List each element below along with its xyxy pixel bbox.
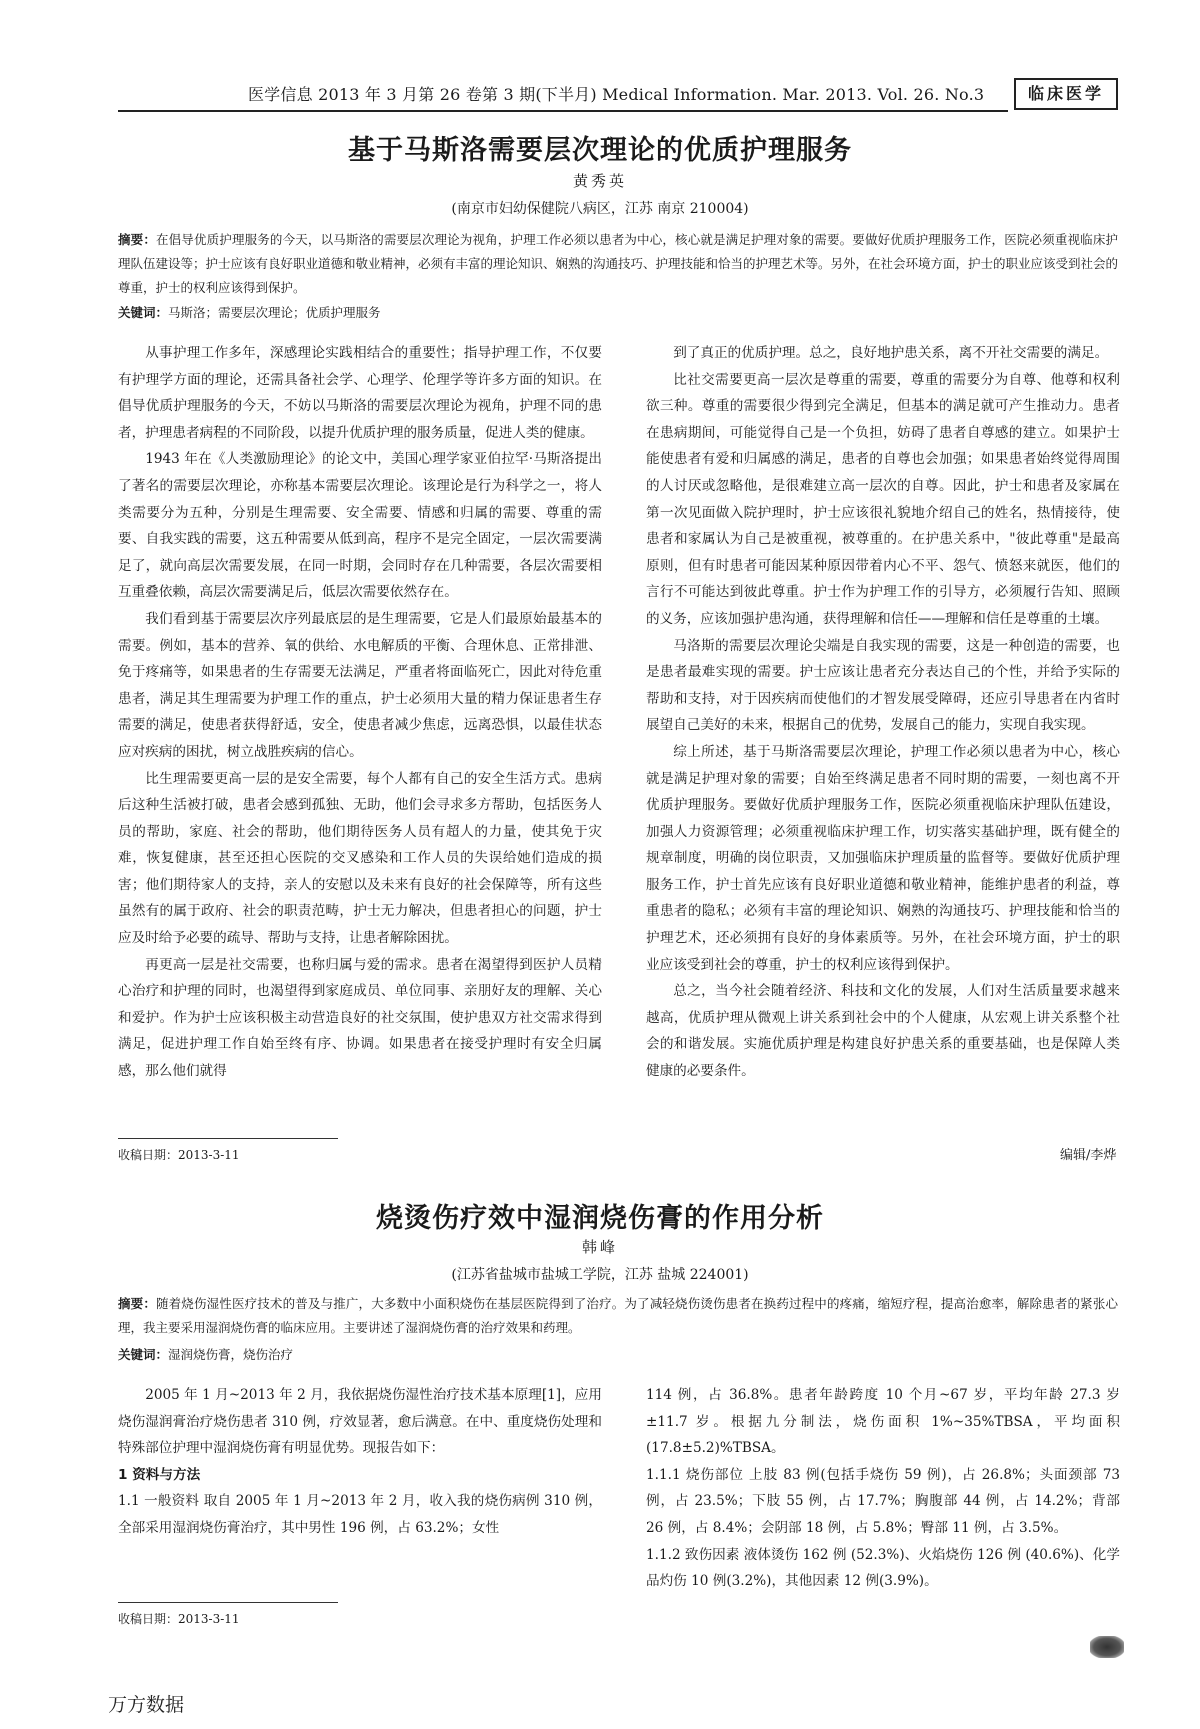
body-paragraph: 我们看到基于需要层次序列最底层的是生理需要，它是人们最原始最基本的需要。例如，基本的营养、氧的供给、水电解质的平衡、合理休息、正常排泄、免于疼痛等，如果患者的生存需要无法满足，严重者将面临死亡，因此对待危重患者，满足其生理需要为护理工作的重点，护士必须用大量的精力保证患者生存需要的满足，使患者获得舒适，安全，使患者减少焦虑，远离恐惧，以最佳状态应对疾病的困扰，树立战胜疾病的信心。: [118, 610, 602, 760]
keywords-label: 关键词：: [118, 1347, 169, 1362]
body-paragraph: 到了真正的优质护理。总之，良好地护患关系，离不开社交需要的满足。: [673, 345, 1109, 361]
body-paragraph: 1.1 一般资料 取自 2005 年 1 月~2013 年 2 月，收入我的烧伤病例 310 例，全部采用湿润烧伤膏治疗，其中男性 196 例，占 63.2%；女性: [118, 1493, 602, 1536]
abstract-label: 摘要：: [118, 1296, 156, 1311]
article1-author: 黄秀英: [572, 172, 627, 190]
article2-affiliation: (江苏省盐城市盐城工学院，江苏 盐城 224001): [451, 1267, 749, 1283]
body-paragraph: 再更高一层是社交需要，也称归属与爱的需求。患者在渴望得到医护人员精心治疗和护理的同时，也渴望得到家庭成员、单位同事、亲朋好友的理解、关心和爱护。作为护士应该积极主动营造良好的社交氛围，使护患双方社交需求得到满足，促进护理工作自始至终有序、协调。如果患者在接受护理时有安全归属感，那么他们就得: [118, 956, 602, 1080]
article2-received-date: 收稿日期：2013-3-11: [118, 1612, 240, 1626]
footnote-rule: [118, 1138, 338, 1139]
article2-keywords: [118, 1344, 1118, 1366]
body-paragraph: 1.1.1 烧伤部位 上肢 83 例(包括手烧伤 59 例)，占 26.8%；头面颈部 73 例，占 23.5%；下肢 55 例，占 17.7%；胸腹部 44 例，占 14.2%；背部 26 例，占 8.4%；会阴部 18 例，占 5.8%；臀部 11 例，占 3.5%。: [646, 1466, 1120, 1536]
article2-title: 烧烫伤疗效中湿润烧伤膏的作用分析: [376, 1203, 824, 1234]
article1-keywords: [118, 302, 1118, 324]
article1-affiliation: (南京市妇幼保健院八病区，江苏 南京 210004): [451, 201, 749, 217]
article2-left-column: [118, 1382, 602, 1542]
watermark: 万方数据: [108, 1694, 185, 1716]
article2-abstract: [118, 1292, 1118, 1340]
abstract-text: 随着烧伤湿性医疗技术的普及与推广，大多数中小面积烧伤在基层医院得到了治疗。为了减轻烧伤烫伤患者在换药过程中的疼痛，缩短疗程，提高治愈率，解除患者的紧张心理，我主要采用湿润烧伤膏的临床应用。主要讲述了湿润烧伤膏的治疗效果和药理。: [118, 1296, 1118, 1335]
article2-right-column: [646, 1382, 1120, 1595]
keywords-text: 马斯洛；需要层次理论；优质护理服务: [168, 305, 381, 320]
article1-editor: 编辑/李烨: [1060, 1148, 1117, 1163]
footnote-rule: [118, 1602, 338, 1603]
article1-right-column: [646, 340, 1120, 1085]
article1-abstract: [118, 228, 1118, 300]
article1-received-date: 收稿日期：2013-3-11: [118, 1148, 240, 1162]
body-paragraph: 1943 年在《人类激励理论》的论文中，美国心理学家亚伯拉罕·马斯洛提出了著名的需要层次理论，亦称基本需要层次理论。该理论是行为科学之一，将人类需要分为五种，分别是生理需要、安全需要、情感和归属的需要、尊重的需要、自我实践的需要，这五种需要从低到高，程序不是完全固定，一层次需要满足了，就向高层次需要发展，在同一时期，会同时存在几种需要，各层次需要相互重叠依赖，高层次需要满足后，低层次需要依然存在。: [118, 451, 602, 601]
keywords-label: 关键词：: [118, 305, 169, 320]
section-tag: 临床医学: [1014, 78, 1118, 110]
body-paragraph: 马洛斯的需要层次理论尖端是自我实现的需要，这是一种创造的需要，也是患者最难实现的需要。护士应该让患者充分表达自己的个性，并给予实际的帮助和支持，对于因疾病而使他们的才智发展受障碍，还应引导患者在内省时展望自己美好的未来，根据自己的优势，发展自己的能力，实现自我实现。: [646, 637, 1120, 734]
abstract-text: 在倡导优质护理服务的今天，以马斯洛的需要层次理论为视角，护理工作必须以患者为中心，核心就是满足护理对象的需要。要做好优质护理服务工作，医院必须重视临床护理队伍建设等；护士应该有良好职业道德和敬业精神，必须有丰富的理论知识、娴熟的沟通技巧、护理技能和恰当的护理艺术等。另外，在社会环境方面，护士的职业应该受到社会的尊重，护士的权利应该得到保护。: [118, 232, 1119, 295]
body-paragraph: 综上所述，基于马斯洛需要层次理论，护理工作必须以患者为中心，核心就是满足护理对象的需要；自始至终满足患者不同时期的需要，一刻也离不开优质护理服务。要做好优质护理服务工作，医院必须重视临床护理队伍建设，加强人力资源管理；必须重视临床护理工作，切实落实基础护理，既有健全的规章制度，明确的岗位职责，又加强临床护理质量的监督等。要做好优质护理服务工作，护士首先应该有良好职业道德和敬业精神，能维护患者的利益，尊重患者的隐私；必须有丰富的理论知识、娴熟的沟通技巧、护理技能和恰当的护理艺术，还必须拥有良好的身体素质等。另外，在社会环境方面，护士的职业应该受到社会的尊重，护士的权利应该得到保护。: [646, 743, 1120, 973]
body-paragraph: 总之，当今社会随着经济、科技和文化的发展，人们对生活质量要求越来越高，优质护理从微观上讲关系到社会中的个人健康，从宏观上讲关系整个社会的和谐发展。实施优质护理是构建良好护患关系的重要基础，也是保障人类健康的必要条件。: [646, 983, 1120, 1080]
body-paragraph: 比社交需要更高一层次是尊重的需要，尊重的需要分为自尊、他尊和权利欲三种。尊重的需要很少得到完全满足，但基本的满足就可产生推动力。患者在患病期间，可能觉得自己是一个负担，妨碍了患者自尊感的建立。如果护士能使患者有爱和归属感的满足，患者的自尊也会加强；如果患者始终觉得周围的人讨厌或忽略他，是很难建立高一层次的自尊。因此，护士和患者及家属在第一次见面做入院护理时，护士应该很礼貌地介绍自己的姓名，热情接待，使患者和家属认为自己是被重视，被尊重的。在护患关系中，"彼此尊重"是最高原则，但有时患者可能因某种原因带着内心不平、怨气、愤怒来就医，他们的言行不可能达到彼此尊重。护士作为护理工作的引导方，必须履行告知、照顾的义务，应该加强护患沟通，获得理解和信任——理解和信任是尊重的土壤。: [646, 371, 1120, 627]
article2-author: 韩峰: [581, 1238, 618, 1256]
keywords-text: 湿润烧伤膏，烧伤治疗: [168, 1347, 294, 1362]
body-paragraph: 114 例，占 36.8%。患者年龄跨度 10 个月~67 岁，平均年龄 27.3 岁±11.7 岁。根据九分制法，烧伤面积 1%~35%TBSA，平均面积(17.8±5.2)%TBSA。: [646, 1387, 1120, 1457]
section-heading: 1 资料与方法: [118, 1466, 201, 1483]
body-paragraph: 比生理需要更高一层的是安全需要，每个人都有自己的安全生活方式。患病后这种生活被打破，患者会感到孤独、无助，他们会寻求多方帮助，包括医务人员的帮助，家庭、社会的帮助，他们期待医务人员有超人的力量，使其免于灾难，恢复健康，甚至还担心医院的交叉感染和工作人员的失误给她们造成的损害；他们期待家人的支持，亲人的安慰以及未来有良好的社会保障等，所有这些虽然有的属于政府、社会的职责范畴，护士无力解决，但患者担心的问题，护士应及时给予必要的疏导、帮助与支持，让患者解除困扰。: [118, 770, 602, 947]
body-paragraph: 从事护理工作多年，深感理论实践相结合的重要性；指导护理工作，不仅要有护理学方面的理论，还需具备社会学、心理学、伦理学等许多方面的知识。在倡导优质护理服务的今天，不妨以马斯洛的需要层次理论为视角，护理不同的患者，护理患者病程的不同阶段，以提升优质护理的服务质量，促进人类的健康。: [118, 345, 602, 441]
body-paragraph: 2005 年 1 月~2013 年 2 月，我依据烧伤湿性治疗技术基本原理[1]，应用烧伤湿润膏治疗烧伤患者 310 例，疗效显著，愈后满意。在中、重度烧伤处理和特殊部位护理中湿润烧伤膏有明显优势。现报告如下：: [118, 1387, 602, 1457]
article1-title: 基于马斯洛需要层次理论的优质护理服务: [348, 135, 852, 166]
running-header: [118, 78, 1118, 112]
article1-left-column: [118, 340, 602, 1085]
header-rule: [118, 110, 1008, 112]
abstract-label: 摘要：: [118, 232, 156, 247]
page-number-seal: [1090, 1636, 1124, 1658]
journal-citation-line: 医学信息 2013 年 3 月第 26 卷第 3 期(下半月) Medical Information. Mar. 2013. Vol. 26. No.3: [248, 85, 985, 104]
body-paragraph: 1.1.2 致伤因素 液体烫伤 162 例 (52.3%)、火焰烧伤 126 例 (40.6%)、化学品灼伤 10 例(3.2%)，其他因素 12 例(3.9%)。: [646, 1546, 1120, 1590]
